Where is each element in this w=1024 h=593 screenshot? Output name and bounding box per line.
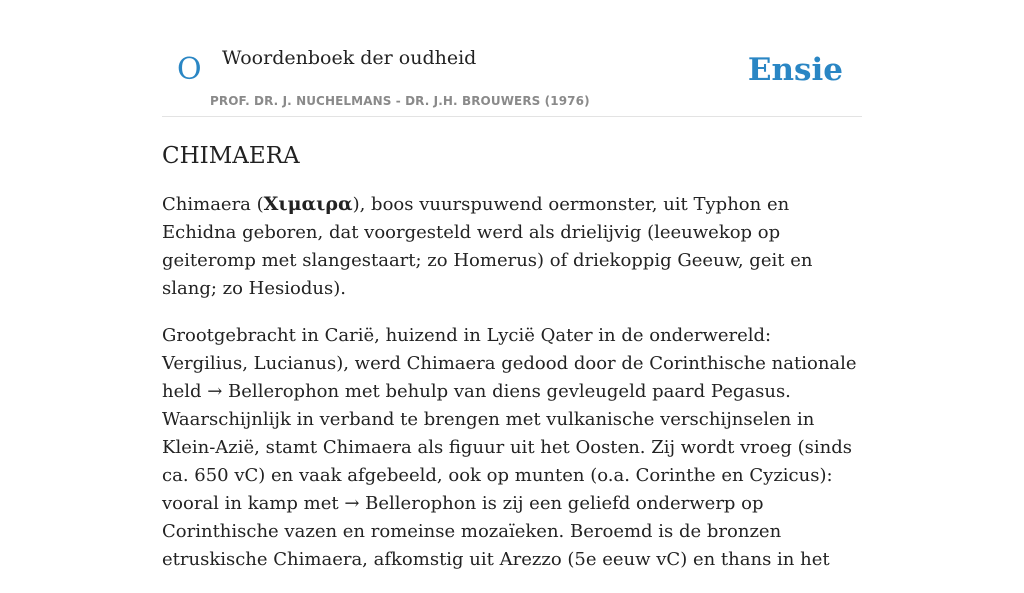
entry-body	[162, 190, 862, 574]
paragraph-2	[162, 322, 862, 574]
book-title-link[interactable]: Woordenboek der oudheid	[222, 47, 477, 69]
paragraph-1-text-a: Chimaera (	[162, 194, 264, 215]
paragraph-1-text-b: ), boos vuurspuwend oermonster, uit Typhon en Echidna geboren, dat voorgesteld werd als drielijvig (leeuwekop op geiteromp met slangestaart; zo Homerus) of driekoppig Geeuw, geit en slang; zo Hesiodus).	[162, 194, 813, 299]
paragraph-2-text-a: Grootgebracht in Carië, huizend in Lycië Qater in de onderwereld: Vergilius, Lucianus), werd Chimaera gedood door de Corinthische nationale held	[162, 325, 857, 402]
book-letter-link[interactable]: O	[177, 52, 202, 87]
header	[162, 0, 862, 117]
ensie-logo-link[interactable]: Ensie	[747, 52, 843, 88]
page	[162, 0, 862, 593]
book-author: PROF. DR. J. NUCHELMANS - DR. J.H. BROUWERS (1976)	[210, 94, 590, 108]
paragraph-2-text-c: is zij een geliefd onderwerp op Corinthische vazen en romeinse mozaïeken. Beroemd is de bronzen etruskische Chimaera, afkomstig uit Arezzo (5e eeuw vC) en thans in het	[162, 493, 830, 570]
paragraph-2-text-b: met behulp van diens gevleugeld paard Pegasus. Waarschijnlijk in verband te brengen met vulkanische verschijnselen in Klein-Azië, stamt Chimaera als figuur uit het Oosten. Zij wordt vroeg (sinds ca. 650 vC) en vaak afgebeeld, ook op munten (o.a. Corinthe en Cyzicus): vooral in kamp met	[162, 381, 852, 514]
paragraph-1	[162, 190, 862, 303]
bellerophon-link-2[interactable]: → Bellerophon	[344, 493, 477, 514]
greek-name: Χιμαιρα	[263, 193, 353, 215]
entry-title: CHIMAERA	[162, 143, 300, 169]
bellerophon-link[interactable]: → Bellerophon	[207, 381, 340, 402]
